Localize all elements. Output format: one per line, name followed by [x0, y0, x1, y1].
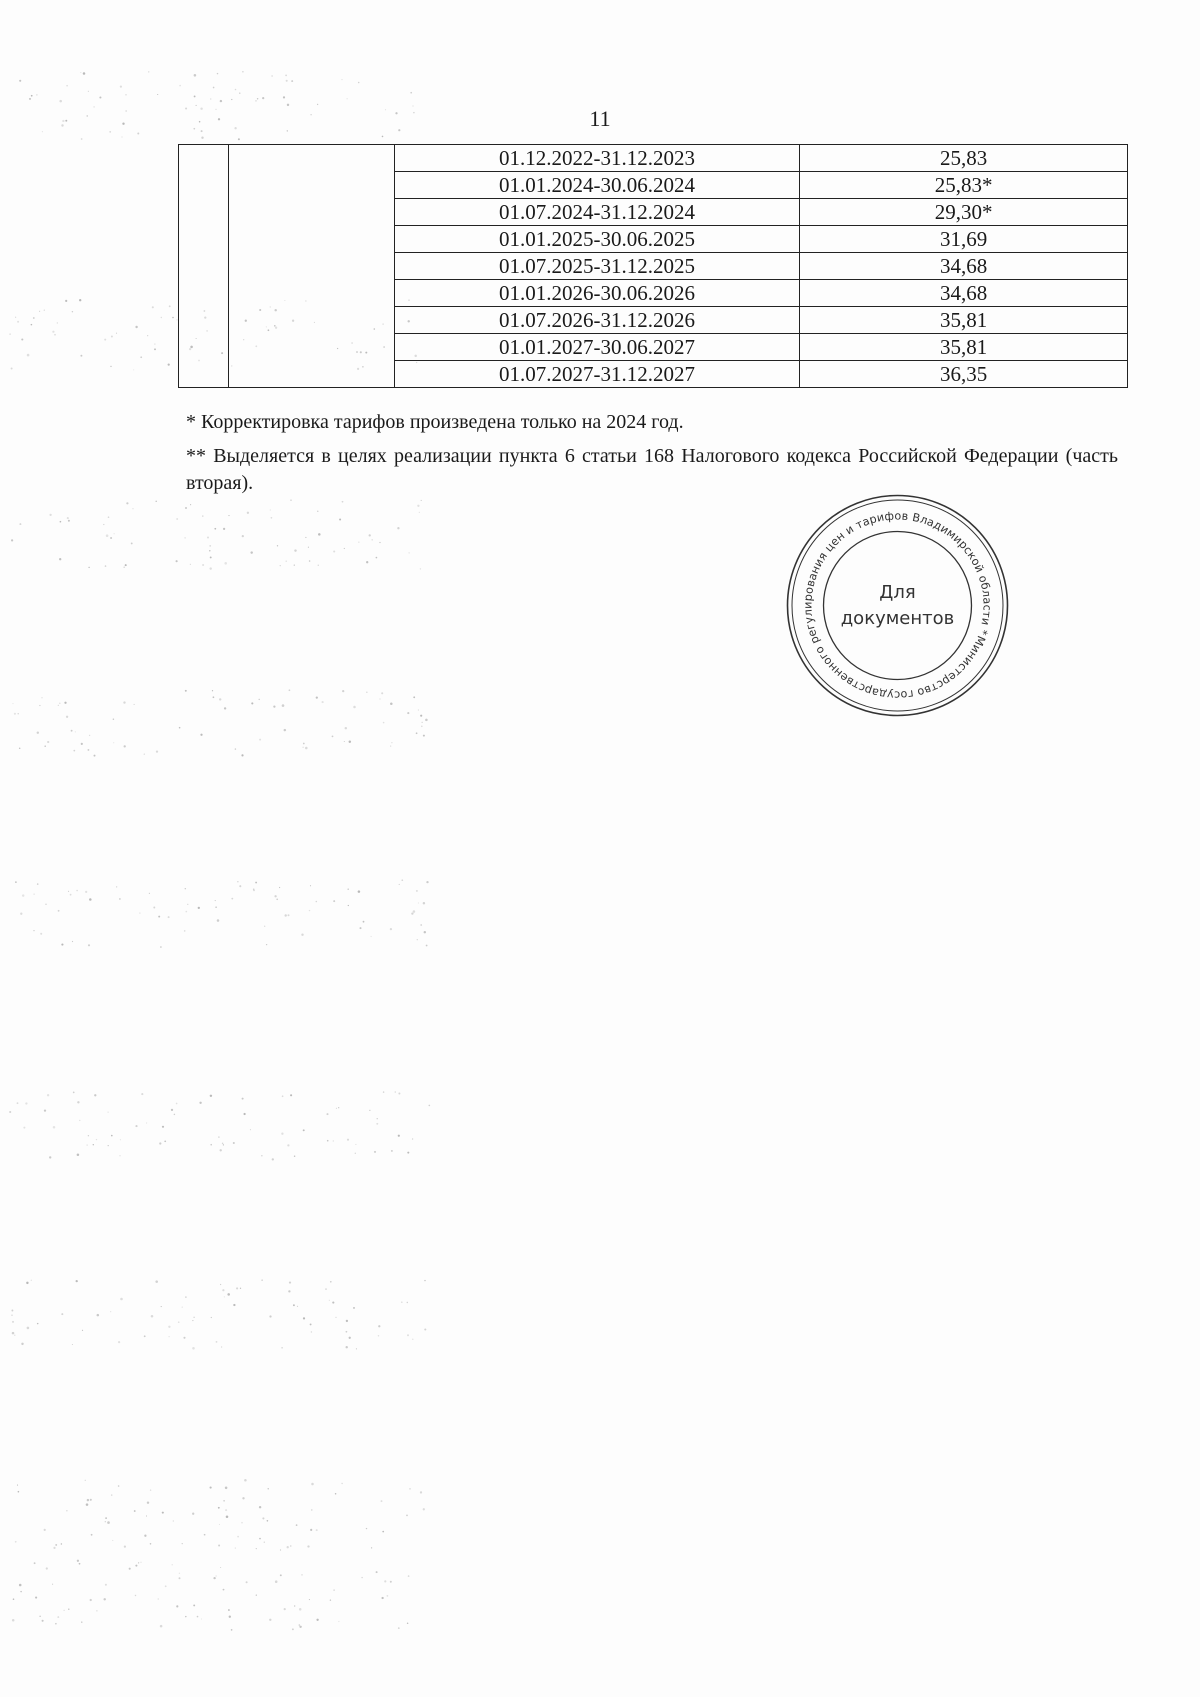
value-cell: 35,81	[800, 307, 1128, 334]
period-cell: 01.01.2026-30.06.2026	[394, 280, 800, 307]
empty-cell-col1	[179, 145, 229, 388]
period-cell: 01.07.2027-31.12.2027	[394, 361, 800, 388]
footnote-tariff-correction: * Корректировка тарифов произведена только на 2024 год.	[186, 411, 684, 433]
stamp-ring-text: Министерство государственного регулирования цен и тарифов Владимирской области *	[801, 509, 994, 702]
value-cell: 34,68	[800, 253, 1128, 280]
value-cell: 36,35	[800, 361, 1128, 388]
period-cell: 01.07.2026-31.12.2026	[394, 307, 800, 334]
value-cell: 29,30*	[800, 199, 1128, 226]
value-cell: 34,68	[800, 280, 1128, 307]
footnotes	[186, 409, 1118, 504]
period-cell: 01.01.2027-30.06.2027	[394, 334, 800, 361]
value-cell: 35,81	[800, 334, 1128, 361]
period-cell: 01.01.2025-30.06.2025	[394, 226, 800, 253]
stamp-center-line1: Для	[879, 582, 916, 603]
value-cell: 31,69	[800, 226, 1128, 253]
tariff-table	[178, 144, 1128, 388]
period-cell: 01.07.2024-31.12.2024	[394, 199, 800, 226]
empty-cell-col2	[228, 145, 394, 388]
period-cell: 01.01.2024-30.06.2024	[394, 172, 800, 199]
stamp-center-line2: документов	[840, 608, 955, 629]
table-row	[179, 145, 1128, 172]
period-cell: 01.07.2025-31.12.2025	[394, 253, 800, 280]
value-cell: 25,83*	[800, 172, 1128, 199]
footnote-tax-code: ** Выделяется в целях реализации пункта 6 статьи 168 Налогового кодекса Российской Федерации (часть вторая).	[186, 445, 1118, 494]
value-cell: 25,83	[800, 145, 1128, 172]
period-cell: 01.12.2022-31.12.2023	[394, 145, 800, 172]
ministry-stamp	[785, 493, 1010, 718]
page-number: 11	[589, 106, 611, 131]
